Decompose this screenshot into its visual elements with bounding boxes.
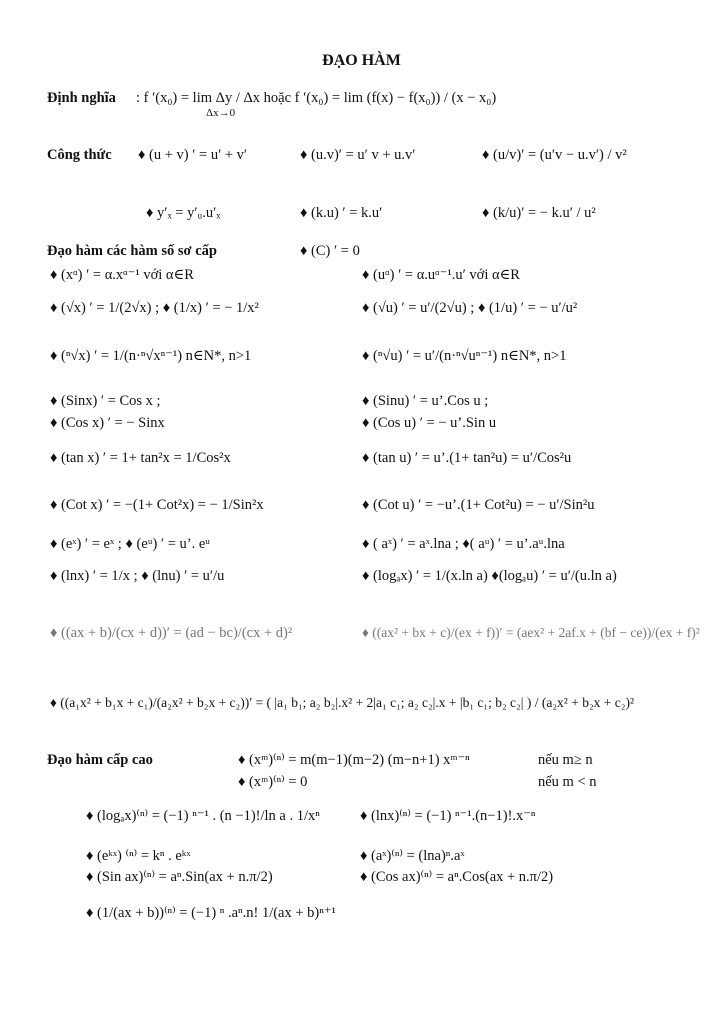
elem-right-4: ♦ (Cos u) ′ = − u’.Sin u [362,415,497,431]
formula-product: ♦ (u.v)′ = u′ v + u.v′ [300,147,416,163]
higher-right-0: ♦ (lnx)⁽ⁿ⁾ = (−1) ⁿ⁻¹.(n−1)!.x⁻ⁿ [360,808,536,824]
elem-right-3: ♦ (Sinu) ′ = u’.Cos u ; [362,393,489,409]
higher-left-2: ♦ (Sin ax)⁽ⁿ⁾ = aⁿ.Sin(ax + n.π/2) [86,869,273,885]
higher-heading: Đạo hàm cấp cao [47,752,153,768]
elem-left-9: ♦ ((ax + b)/(cx + d))′ = (ad − bc)/(cx + d)² [50,625,293,641]
higher-power-zero: ♦ (xᵐ)⁽ⁿ⁾ = 0 [238,774,308,790]
elem-right-9: ♦ ((ax² + bx + c)/(ex + f))′ = (aex² + 2af.x + (bf − ce))/(ex + f)² [362,625,700,640]
elem-right-0: ♦ (uᵅ) ′ = α.uᵅ⁻¹.u′ với α∈R [362,267,520,283]
formula-chain: ♦ y′ₓ = y′ᵤ.u′ₓ [146,205,221,221]
determinant-formula: ♦ ((a₁x² + b₁x + c₁)/(a₂x² + b₂x + c₂))′ = ( |a₁ b₁; a₂ b₂|.x² + 2|a₁ c₁; a₂ c₂|.x + |b₁ c₁; b₂ c₂| ) / (a₂x² + b₂x + c₂)² [50,695,635,710]
formulas-heading: Công thức [47,147,112,163]
elem-right-6: ♦ (Cot u) ′ = −u’.(1+ Cot²u) = − u′/Sin²u [362,497,595,513]
definition-heading: Định nghĩa [47,90,116,106]
formula-constant: ♦ (C) ′ = 0 [300,243,360,259]
elementary-heading: Đạo hàm các hàm số sơ cấp [47,243,217,259]
elem-left-4: ♦ (Cos x) ′ = − Sinx [50,415,165,431]
elem-left-7: ♦ (eˣ) ′ = eˣ ; ♦ (eᵘ) ′ = u’. eᵘ [50,536,211,552]
elem-left-0: ♦ (xᵅ) ′ = α.xᵅ⁻¹ với α∈R [50,267,194,283]
elem-left-8: ♦ (lnx) ′ = 1/x ; ♦ (lnu) ′ = u′/u [50,568,225,584]
definition-formula: : f ′(x₀) = lim Δy / Δx hoặc f ′(x₀) = lim (f(x) − f(x₀)) / (x − x₀) [136,90,497,106]
page-title: ĐẠO HÀM [322,52,401,69]
elem-right-1: ♦ (√u) ′ = u′/(2√u) ; ♦ (1/u) ′ = − u′/u² [362,300,578,316]
elem-left-3: ♦ (Sinx) ′ = Cos x ; [50,393,161,409]
higher-right-2: ♦ (Cos ax)⁽ⁿ⁾ = aⁿ.Cos(ax + n.π/2) [360,869,554,885]
higher-right-1: ♦ (aˣ)⁽ⁿ⁾ = (lna)ⁿ.aˣ [360,848,465,864]
higher-reciprocal: ♦ (1/(ax + b))⁽ⁿ⁾ = (−1) ⁿ .aⁿ.n! 1/(ax + b)ⁿ⁺¹ [86,905,336,921]
elem-right-2: ♦ (ⁿ√u) ′ = u′/(n·ⁿ√uⁿ⁻¹) n∈N*, n>1 [362,348,567,364]
higher-power-cond: nếu m≥ n [538,752,593,768]
higher-power: ♦ (xᵐ)⁽ⁿ⁾ = m(m−1)(m−2) (m−n+1) xᵐ⁻ⁿ [238,752,470,768]
higher-left-0: ♦ (logₐx)⁽ⁿ⁾ = (−1) ⁿ⁻¹ . (n −1)!/ln a . 1/xⁿ [86,808,320,824]
higher-power-zero-cond: nếu m < n [538,774,597,790]
formula-quotient: ♦ (u/v)′ = (u′v − u.v′) / v² [482,147,627,163]
elem-right-8: ♦ (logₐx) ′ = 1/(x.ln a) ♦(logₐu) ′ = u′/(u.ln a) [362,568,617,584]
definition-limit-sub: Δx→0 [206,107,236,119]
elem-right-7: ♦ ( aˣ) ′ = aˣ.lna ; ♦( aᵘ) ′ = u’.aᵘ.lna [362,536,565,552]
elem-left-2: ♦ (ⁿ√x) ′ = 1/(n·ⁿ√xⁿ⁻¹) n∈N*, n>1 [50,348,252,364]
formula-reciprocal: ♦ (k/u)′ = − k.u′ / u² [482,205,596,221]
elem-right-5: ♦ (tan u) ′ = u’.(1+ tan²u) = u′/Cos²u [362,450,572,466]
higher-left-1: ♦ (eᵏˣ) ⁽ⁿ⁾ = kⁿ . eᵏˣ [86,848,191,864]
formula-sum: ♦ (u + v) ′ = u′ + v′ [138,147,248,163]
elem-left-6: ♦ (Cot x) ′ = −(1+ Cot²x) = − 1/Sin²x [50,497,264,513]
elem-left-1: ♦ (√x) ′ = 1/(2√x) ; ♦ (1/x) ′ = − 1/x² [50,300,259,316]
formula-constant-multiple: ♦ (k.u) ′ = k.u′ [300,205,383,221]
elem-left-5: ♦ (tan x) ′ = 1+ tan²x = 1/Cos²x [50,450,231,466]
